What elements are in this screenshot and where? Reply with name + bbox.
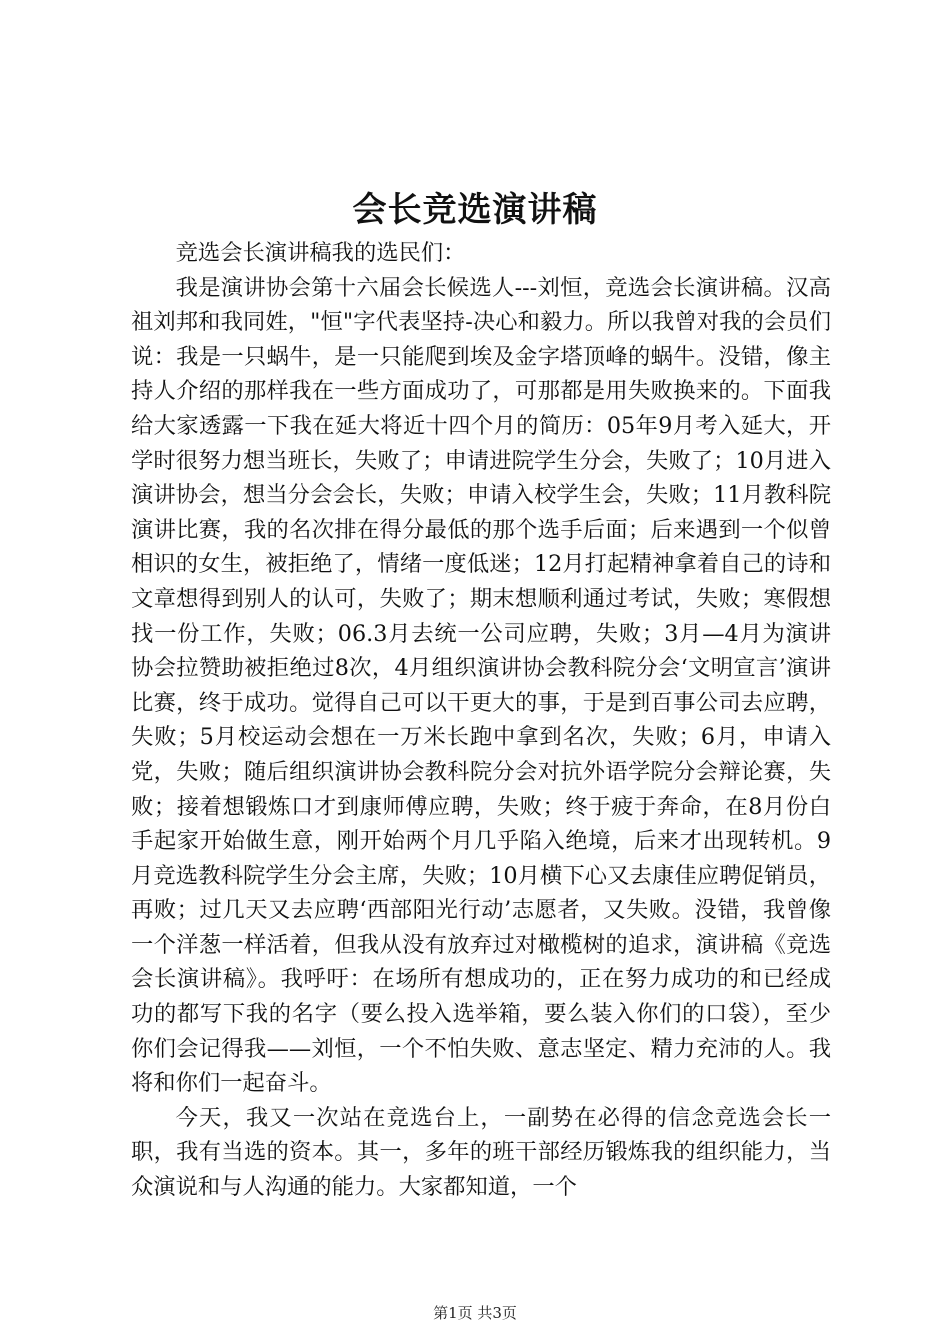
document-body <box>131 236 831 1205</box>
paragraph-introduction: 我是演讲协会第十六届会长候选人---刘恒，竞选会长演讲稿。汉高祖刘邦和我同姓，"恒"字代表坚持-决心和毅力。所以我曾对我的会员们说：我是一只蜗牛，是一只能爬到埃及金字塔顶峰的蜗牛。没错，像主持人介绍的那样我在一些方面成功了，可那都是用失败换来的。下面我给大家透露一下我在延大将近十四个月的简历：05年9月考入延大，开学时很努力想当班长，失败了；申请进院学生分会，失败了；10月进入演讲协会，想当分会会长，失败；申请入校学生会，失败；11月教科院演讲比赛，我的名次排在得分最低的那个选手后面；后来遇到一个似曾相识的女生，被拒绝了，情绪一度低迷；12月打起精神拿着自己的诗和文章想得到别人的认可，失败了；期末想顺利通过考试，失败；寒假想找一份工作，失败；06.3月去统一公司应聘，失败；3月—4月为演讲协会拉赞助被拒绝过8次，4月组织演讲协会教科院分会‘文明宣言’演讲比赛，终于成功。觉得自己可以干更大的事，于是到百事公司去应聘，失败；5月校运动会想在一万米长跑中拿到名次，失败；6月，申请入党，失败；随后组织演讲协会教科院分会对抗外语学院分会辩论赛，失败；接着想锻炼口才到康师傅应聘，失败；终于疲于奔命，在8月份白手起家开始做生意，刚开始两个月几乎陷入绝境，后来才出现转机。9月竞选教科院学生分会主席，失败；10月横下心又去康佳应聘促销员，再败；过几天又去应聘‘西部阳光行动’志愿者，又失败。没错，我曾像一个洋葱一样活着，但我从没有放弃过对橄榄树的追求，演讲稿《竞选会长演讲稿》。我呼吁：在场所有想成功的，正在努力成功的和已经成功的都写下我的名字（要么投入选举箱，要么装入你们的口袋），至少你们会记得我——刘恒，一个不怕失败、意志坚定、精力充沛的人。我将和你们一起奋斗。 <box>131 274 831 1097</box>
paragraph-qualifications: 今天，我又一次站在竞选台上，一副势在必得的信念竞选会长一职，我有当选的资本。其一，多年的班干部经历锻炼我的组织能力，当众演说和与人沟通的能力。大家都知道，一个 <box>131 1104 831 1201</box>
document-title: 会长竞选演讲稿 <box>352 190 598 230</box>
paragraph-salutation: 竞选会长演讲稿我的选民们： <box>175 240 466 266</box>
page-footer: 第1页 共3页 <box>433 1304 517 1322</box>
